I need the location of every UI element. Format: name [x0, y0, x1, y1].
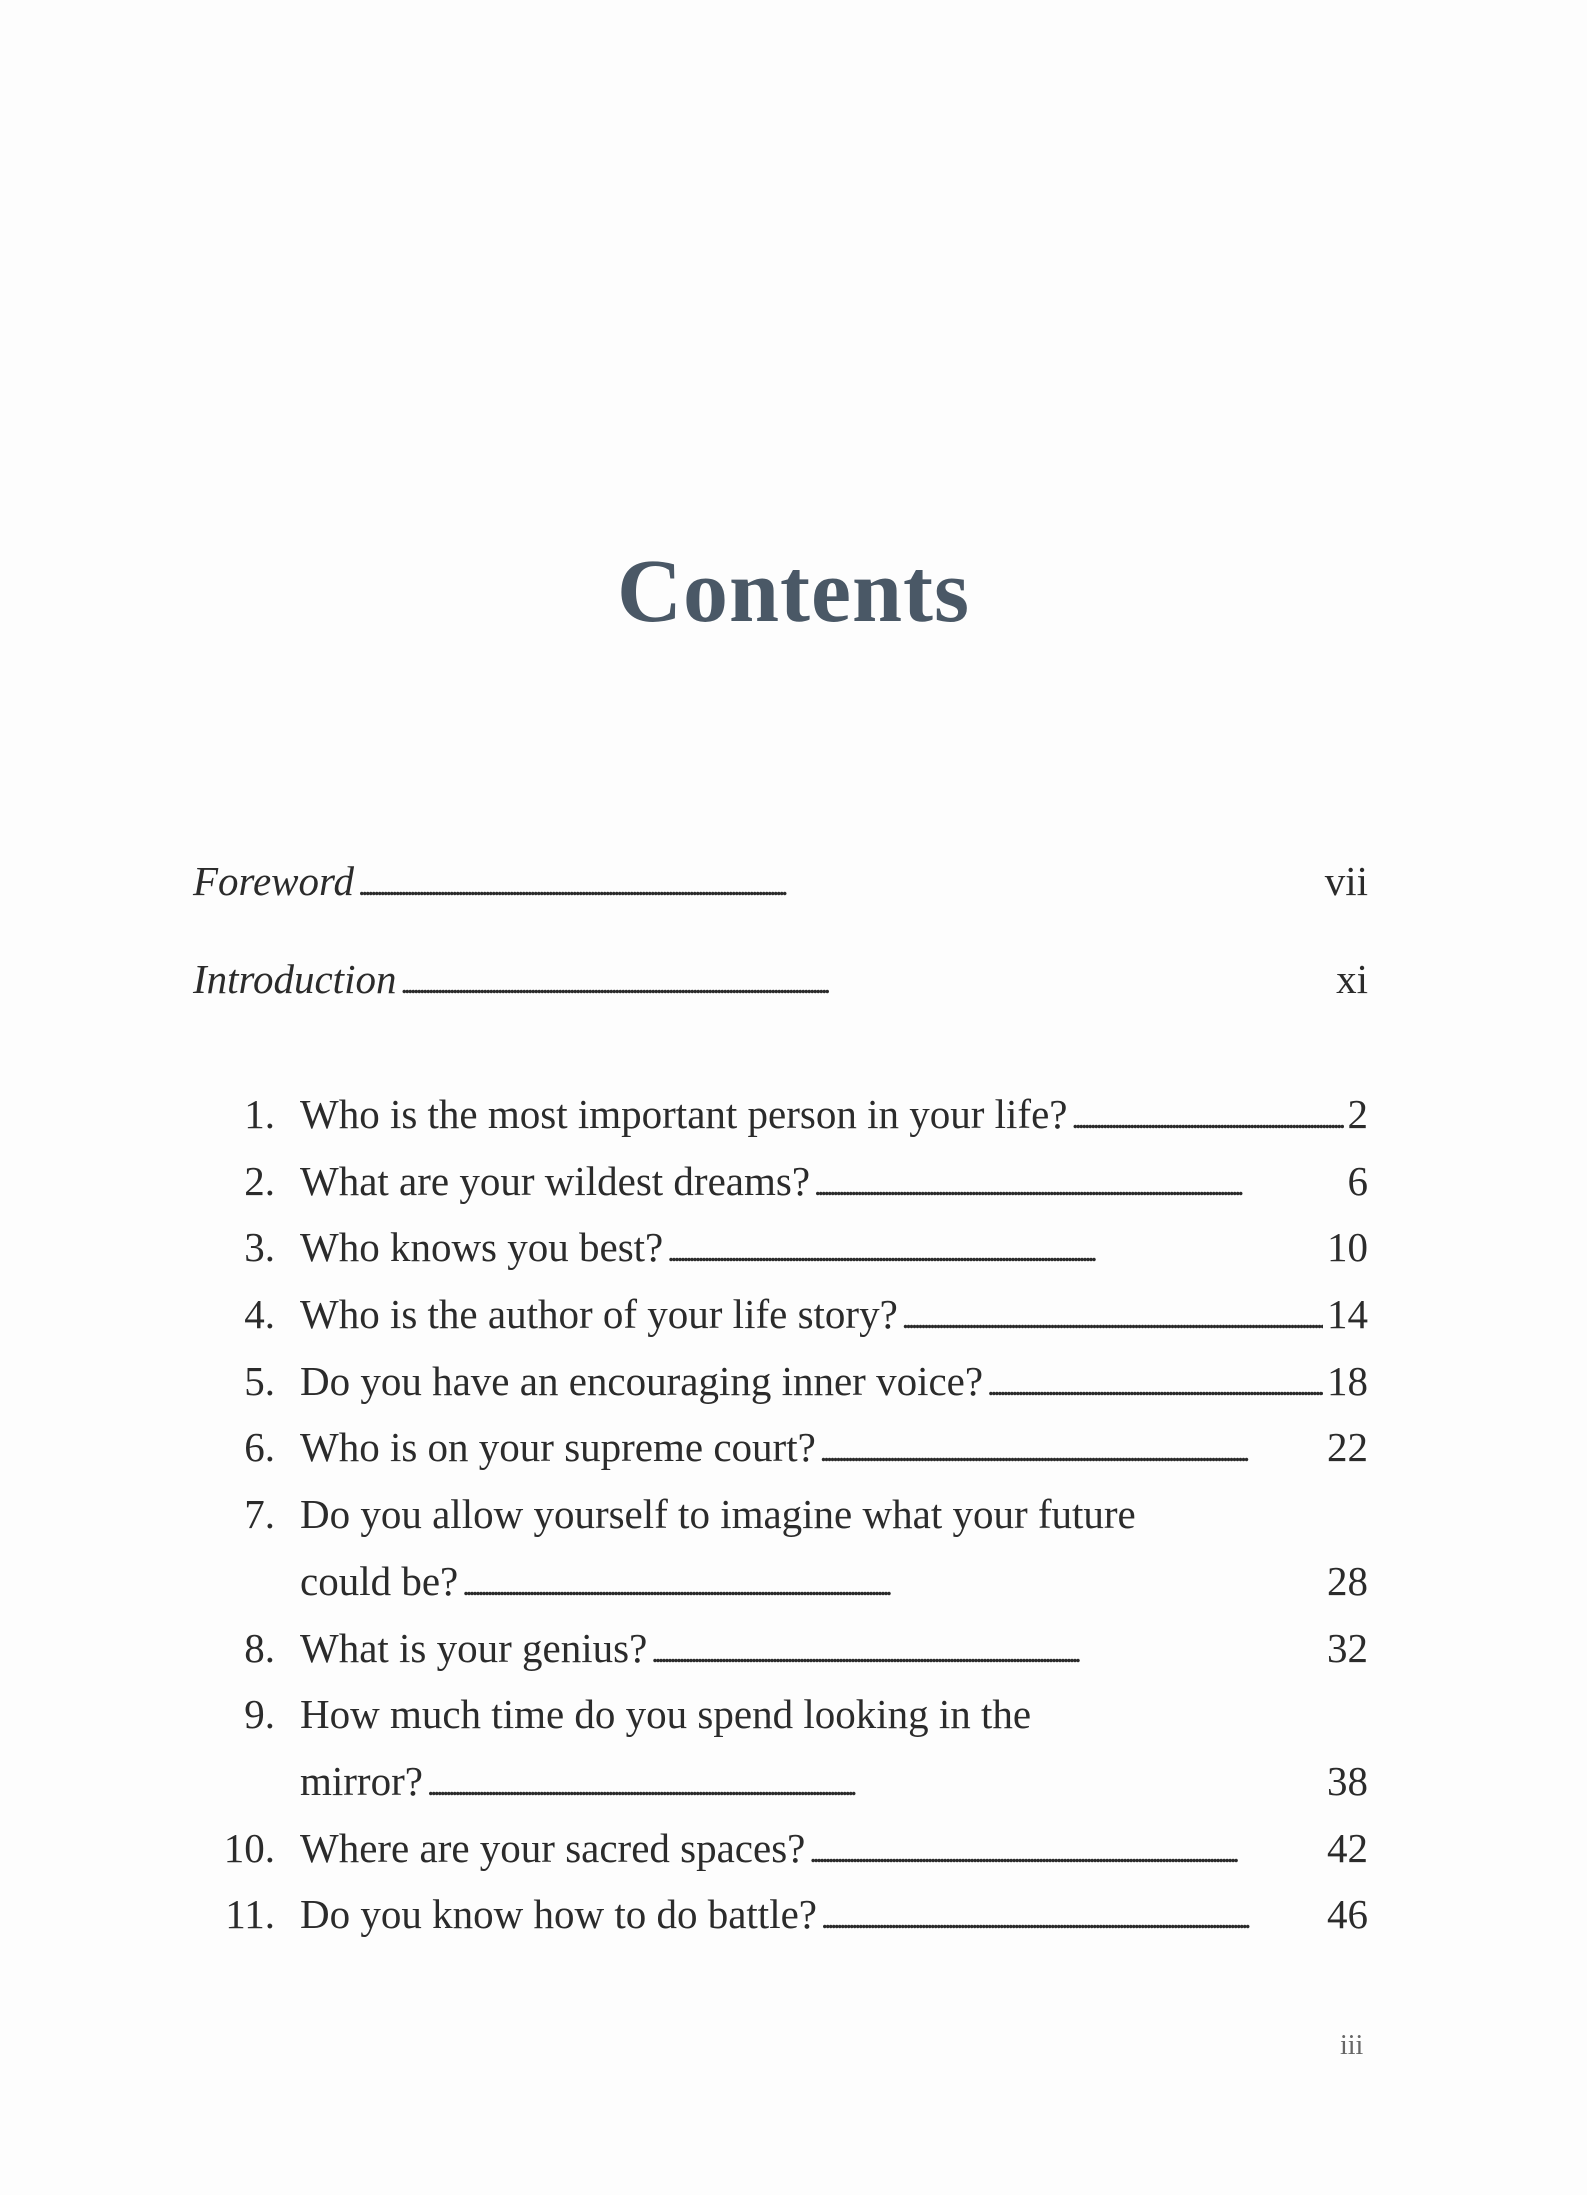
dot-leader	[902, 1281, 1323, 1353]
chapter-title: Where are your sacred spaces?	[300, 1824, 806, 1871]
chapter-title: What are your wildest dreams?	[300, 1157, 811, 1204]
toc-entry-chapter	[193, 1214, 1368, 1281]
dot-leader	[821, 1881, 1323, 1953]
chapter-number: 4.	[244, 1291, 275, 1338]
toc-entry-chapter-continued	[193, 1548, 1368, 1615]
entry-page: vii	[1324, 858, 1368, 904]
entry-label: Foreword	[193, 858, 354, 904]
page-title: Contents	[616, 542, 970, 641]
toc-entry-chapter	[193, 1615, 1368, 1682]
chapter-page: 38	[1327, 1757, 1368, 1804]
entry-label: Introduction	[193, 955, 397, 1002]
toc-entry-foreword	[193, 848, 1368, 915]
chapter-number: 7.	[244, 1491, 275, 1538]
chapter-page: 42	[1327, 1824, 1368, 1871]
chapter-number: 2.	[244, 1157, 275, 1204]
toc-chapters	[193, 1081, 1368, 1948]
toc-entry-chapter	[193, 1081, 1368, 1148]
dot-leader	[1071, 1081, 1343, 1153]
toc-entry-chapter	[193, 1681, 1368, 1748]
chapter-page: 14	[1327, 1291, 1368, 1338]
chapter-page: 22	[1327, 1424, 1368, 1471]
chapter-title-continued: could be?	[300, 1557, 459, 1604]
toc-entry-chapter	[193, 1414, 1368, 1481]
chapter-page: 2	[1347, 1091, 1368, 1137]
dot-leader	[427, 1748, 1323, 1820]
dot-leader	[651, 1615, 1323, 1687]
chapter-number: 8.	[244, 1624, 275, 1671]
chapter-page: 18	[1327, 1357, 1368, 1404]
toc-entry-chapter	[193, 1815, 1368, 1882]
chapter-title: Who is the most important person in your life?	[300, 1091, 1068, 1137]
dot-leader	[462, 1548, 1323, 1620]
chapter-title: How much time do you spend looking in the	[300, 1691, 1032, 1738]
chapter-title: What is your genius?	[300, 1624, 648, 1671]
chapter-title: Do you know how to do battle?	[300, 1891, 817, 1938]
chapter-title: Do you have an encouraging inner voice?	[300, 1357, 984, 1404]
chapter-number: 11.	[225, 1891, 275, 1938]
entry-page: xi	[1336, 955, 1368, 1002]
chapter-page: 28	[1327, 1557, 1368, 1604]
chapter-title: Who is on your supreme court?	[300, 1424, 816, 1471]
chapter-title: Who knows you best?	[300, 1224, 664, 1271]
toc-entry-chapter	[193, 1481, 1368, 1548]
toc-entry-introduction	[193, 946, 1368, 1013]
dot-leader	[820, 1414, 1323, 1486]
toc-entry-chapter	[193, 1281, 1368, 1348]
chapter-title: Who is the author of your life story?	[300, 1291, 898, 1338]
chapter-page: 6	[1347, 1157, 1368, 1204]
dot-leader	[987, 1348, 1323, 1420]
chapter-number: 6.	[244, 1424, 275, 1471]
toc-entry-chapter-continued	[193, 1748, 1368, 1815]
dot-leader	[667, 1214, 1323, 1286]
page-number: iii	[1340, 2030, 1364, 2061]
dot-leader	[358, 848, 1321, 920]
dot-leader	[400, 946, 1332, 1018]
toc-front-matter	[193, 848, 1368, 1012]
chapter-number: 9.	[244, 1691, 275, 1738]
dot-leader	[809, 1815, 1323, 1887]
dot-leader	[814, 1148, 1343, 1220]
chapter-page: 46	[1327, 1891, 1368, 1938]
chapter-number: 10.	[223, 1824, 275, 1871]
toc-entry-chapter	[193, 1881, 1368, 1948]
chapter-number: 5.	[244, 1357, 275, 1404]
chapter-number: 3.	[244, 1224, 275, 1271]
chapter-page: 10	[1327, 1224, 1368, 1271]
chapter-number: 1.	[244, 1091, 275, 1137]
toc-entry-chapter	[193, 1348, 1368, 1415]
chapter-title-continued: mirror?	[300, 1757, 423, 1804]
toc-entry-chapter	[193, 1148, 1368, 1215]
chapter-page: 32	[1327, 1624, 1368, 1671]
chapter-title: Do you allow yourself to imagine what your future	[300, 1491, 1136, 1538]
